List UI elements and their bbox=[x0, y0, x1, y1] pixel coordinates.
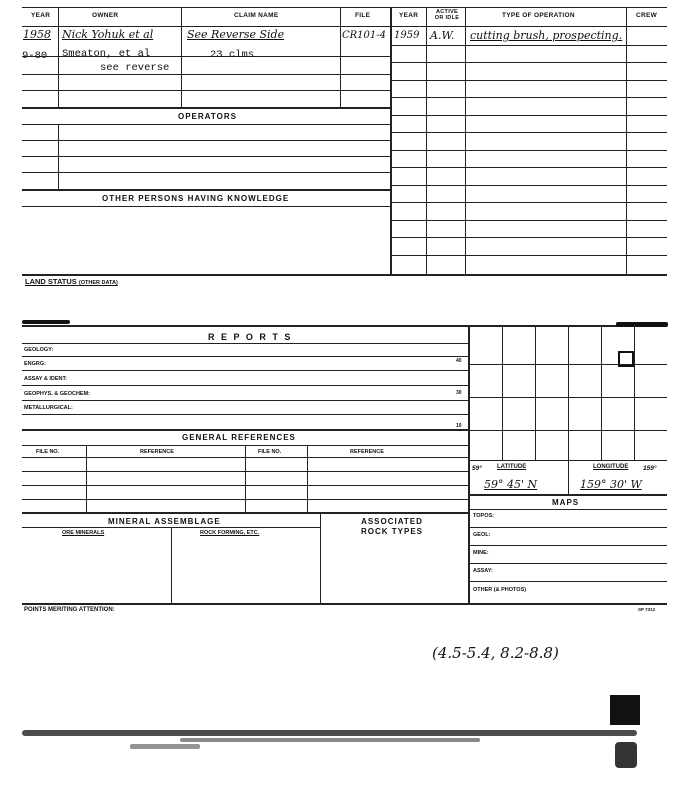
black-square-mark bbox=[610, 695, 640, 725]
row-line bbox=[22, 172, 391, 173]
row-line bbox=[391, 80, 667, 81]
report-metallurgical-label: METALLURGICAL: bbox=[24, 405, 73, 411]
maps-assay-label: ASSAY: bbox=[473, 568, 493, 574]
owner-row-year: 9-80 bbox=[22, 50, 48, 62]
row-line bbox=[469, 545, 667, 546]
rock-forming-header: ROCK FORMING, ETC. bbox=[200, 530, 260, 536]
general-references-title: GENERAL REFERENCES bbox=[182, 433, 296, 442]
lat-prefix: 59° bbox=[472, 465, 482, 472]
row-line bbox=[22, 414, 468, 415]
row-line bbox=[469, 563, 667, 564]
scan-streak bbox=[180, 738, 480, 742]
operation-type: cutting brush, prospecting. bbox=[470, 29, 623, 42]
table-bottom bbox=[22, 274, 667, 276]
row-line bbox=[22, 429, 468, 431]
report-scale-num: 10 bbox=[456, 423, 462, 429]
latitude-value: 59° 45' N bbox=[484, 478, 538, 491]
row-line bbox=[391, 150, 667, 151]
col-divider bbox=[58, 124, 59, 189]
row-line bbox=[22, 206, 391, 207]
owner-row-note: see reverse bbox=[100, 62, 170, 74]
row-line bbox=[22, 603, 667, 605]
col-file-header: FILE bbox=[355, 12, 371, 19]
col-divider bbox=[626, 7, 627, 275]
grid-line bbox=[634, 325, 635, 460]
report-scale-num: 40 bbox=[456, 358, 462, 364]
operation-year: 1959 bbox=[394, 30, 420, 41]
row-line bbox=[469, 509, 667, 510]
row-line bbox=[391, 220, 667, 221]
row-line bbox=[22, 400, 468, 401]
reports-title: R E P O R T S bbox=[208, 332, 293, 342]
ref-reference-header: REFERENCE bbox=[140, 449, 174, 455]
scan-streak bbox=[130, 744, 200, 749]
lon-suffix: 159° bbox=[643, 465, 657, 472]
scan-streak bbox=[22, 730, 637, 736]
report-geophys-label: GEOPHYS. & GEOCHEM: bbox=[24, 391, 91, 397]
maps-mine-label: MINE: bbox=[473, 550, 489, 556]
other-persons-title: OTHER PERSONS HAVING KNOWLEDGE bbox=[102, 194, 290, 203]
row-line bbox=[22, 74, 391, 75]
col-divider bbox=[568, 460, 569, 494]
header-rule bbox=[22, 26, 667, 27]
col-divider bbox=[171, 527, 172, 603]
ore-minerals-header: ORE MINERALS bbox=[62, 530, 105, 536]
row-line bbox=[391, 132, 667, 133]
grid-line bbox=[469, 364, 667, 365]
row-line bbox=[391, 255, 667, 256]
ink-smudge bbox=[22, 320, 70, 324]
col-divider bbox=[181, 7, 182, 107]
owner-row-claim: See Reverse Side bbox=[187, 28, 285, 41]
report-engrg-label: ENGRG: bbox=[24, 361, 46, 367]
row-line bbox=[22, 370, 468, 371]
associated-rock-types-title: ASSOCIATED ROCK TYPES bbox=[360, 517, 423, 536]
longitude-value: 159° 30' W bbox=[580, 478, 642, 491]
row-line bbox=[22, 107, 391, 109]
location-marker bbox=[618, 351, 634, 367]
owner-row-owner: Nick Yohuk et al bbox=[62, 28, 154, 41]
form-code: SP 7312 bbox=[638, 607, 656, 612]
col-divider bbox=[307, 445, 308, 512]
operators-title: OPERATORS bbox=[178, 112, 237, 121]
col-divider bbox=[320, 512, 321, 603]
row-line bbox=[391, 115, 667, 116]
col-owner-header: OWNER bbox=[92, 12, 119, 19]
row-line bbox=[22, 140, 391, 141]
row-line bbox=[469, 581, 667, 582]
ref-reference2-header: REFERENCE bbox=[350, 449, 384, 455]
row-line bbox=[391, 202, 667, 203]
row-line bbox=[22, 385, 468, 386]
row-line bbox=[22, 156, 391, 157]
ink-smudge bbox=[616, 322, 668, 327]
owner-row-year: 1958 bbox=[23, 28, 51, 41]
col-divider bbox=[390, 7, 392, 275]
row-line bbox=[391, 167, 667, 168]
operation-status: A.W. bbox=[430, 29, 455, 42]
top-border bbox=[22, 7, 667, 8]
handwritten-note: (4.5-5.4, 8.2-8.8) bbox=[432, 644, 559, 662]
owner-row-claim: 23 clms bbox=[210, 49, 255, 61]
col-claim-name-header: CLAIM NAME bbox=[234, 12, 279, 19]
ref-file-no2-header: FILE NO. bbox=[258, 449, 282, 455]
row-line bbox=[22, 189, 391, 191]
col-year-header: YEAR bbox=[31, 12, 51, 19]
col-divider bbox=[468, 325, 470, 603]
row-line bbox=[22, 343, 468, 344]
maps-topos-label: TOPOS: bbox=[473, 513, 494, 519]
ref-file-no-header: FILE NO. bbox=[36, 449, 60, 455]
row-line bbox=[391, 185, 667, 186]
reports-top-rule bbox=[22, 325, 667, 327]
row-line bbox=[391, 97, 667, 98]
col-operation-header: TYPE OF OPERATION bbox=[502, 12, 575, 19]
maps-title: MAPS bbox=[552, 498, 580, 507]
col-divider bbox=[86, 445, 87, 512]
col-divider bbox=[245, 445, 246, 512]
land-status-label: LAND STATUS (OTHER DATA) bbox=[25, 277, 118, 286]
mineral-assemblage-title: MINERAL ASSEMBLAGE bbox=[108, 517, 221, 526]
grid-line bbox=[601, 325, 602, 460]
row-line bbox=[22, 124, 391, 125]
row-line bbox=[391, 237, 667, 238]
row-line bbox=[469, 494, 667, 496]
col-year2-header: YEAR bbox=[399, 12, 419, 19]
row-line bbox=[391, 45, 667, 46]
scan-blob bbox=[615, 742, 637, 768]
col-active-idle-header: ACTIVE OR IDLE bbox=[434, 9, 460, 21]
points-meriting-attention-label: POINTS MERITING ATTENTION: bbox=[24, 607, 115, 613]
row-line bbox=[391, 62, 667, 63]
row-line bbox=[469, 527, 667, 528]
maps-other-label: OTHER (& PHOTOS) bbox=[473, 587, 527, 593]
report-scale-num: 30 bbox=[456, 390, 462, 396]
grid-line bbox=[568, 325, 569, 460]
owner-row-file: CR101-4 bbox=[342, 30, 387, 41]
row-line bbox=[22, 356, 468, 357]
col-divider bbox=[426, 7, 427, 275]
row-line bbox=[22, 90, 391, 91]
report-assay-label: ASSAY & IDENT: bbox=[24, 376, 68, 382]
grid-line bbox=[535, 325, 536, 460]
maps-geol-label: GEOL: bbox=[473, 532, 491, 538]
col-divider bbox=[58, 7, 59, 107]
row-line bbox=[22, 512, 468, 514]
report-geology-label: GEOLOGY: bbox=[24, 347, 54, 353]
col-divider bbox=[340, 7, 341, 107]
col-divider bbox=[465, 7, 466, 275]
grid-line bbox=[469, 430, 667, 431]
grid-line bbox=[502, 325, 503, 460]
owner-row-owner: Smeaton, et al bbox=[62, 48, 151, 60]
grid-line bbox=[469, 397, 667, 398]
latitude-label: LATITUDE bbox=[497, 464, 527, 470]
longitude-label: LONGITUDE bbox=[593, 464, 629, 470]
col-crew-header: CREW bbox=[636, 12, 658, 19]
